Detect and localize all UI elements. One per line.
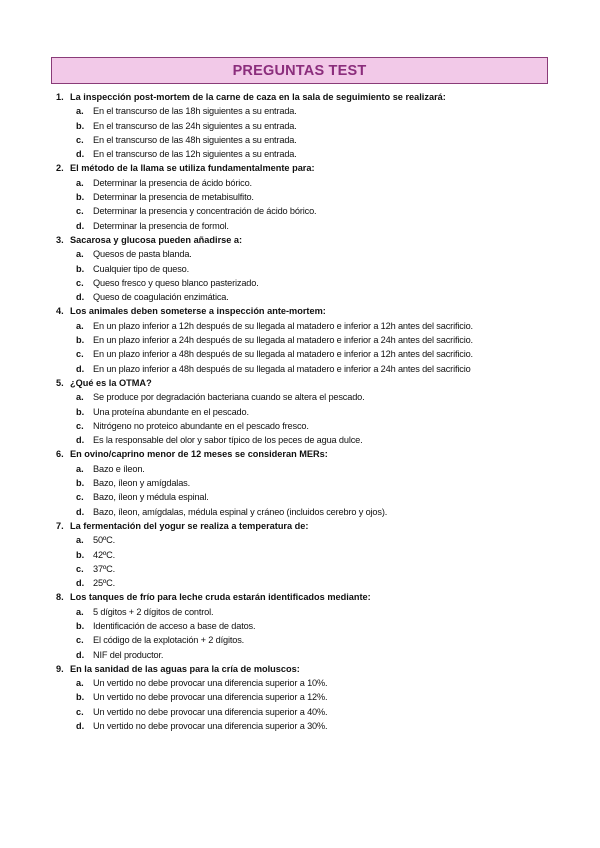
answer-option — [56, 147, 586, 161]
option-letter: b. — [76, 620, 85, 631]
option-letter: b. — [76, 549, 85, 560]
answer-option — [56, 576, 586, 590]
option-letter: b. — [76, 335, 85, 346]
option-text: Identificación de acceso a base de datos. — [93, 620, 256, 631]
question-heading — [56, 590, 586, 604]
option-letter: a. — [76, 535, 84, 546]
option-letter: d. — [76, 506, 85, 517]
option-letter: b. — [76, 692, 85, 703]
question-heading — [56, 447, 586, 461]
answer-option — [56, 133, 586, 147]
option-text: En un plazo inferior a 48h después de su llegada al matadero e inferior a 24h antes del sacrificio — [93, 363, 471, 374]
answer-option — [56, 390, 586, 404]
title-banner — [51, 57, 548, 84]
option-text: Una proteína abundante en el pescado. — [93, 406, 249, 417]
answer-option — [56, 676, 586, 690]
option-text: 42ºC. — [93, 549, 116, 560]
option-text: En un plazo inferior a 24h después de su llegada al matadero e inferior a 24h antes del sacrificio. — [93, 335, 473, 346]
question-number: 3. — [56, 234, 64, 245]
answer-option — [56, 490, 586, 504]
question-text: En la sanidad de las aguas para la cría de moluscos: — [70, 663, 300, 674]
question-text: ¿Qué es la OTMA? — [70, 377, 152, 388]
option-text: Determinar la presencia de metabisulfito. — [93, 192, 254, 203]
option-letter: a. — [76, 392, 84, 403]
option-letter: b. — [76, 263, 85, 274]
option-letter: a. — [76, 177, 84, 188]
option-text: 5 dígitos + 2 dígitos de control. — [93, 606, 214, 617]
answer-option — [56, 605, 586, 619]
option-letter: c. — [76, 277, 84, 288]
question-7 — [56, 519, 586, 590]
question-number: 4. — [56, 306, 64, 317]
option-text: Bazo, íleon y médula espinal. — [93, 492, 209, 503]
option-text: En un plazo inferior a 48h después de su llegada al matadero e inferior a 12h antes del sacrificio. — [93, 349, 473, 360]
option-letter: a. — [76, 249, 84, 260]
option-text: Bazo, íleon y amígdalas. — [93, 478, 191, 489]
question-number: 5. — [56, 377, 64, 388]
answer-option — [56, 433, 586, 447]
question-heading — [56, 519, 586, 533]
answer-option — [56, 548, 586, 562]
answer-option — [56, 362, 586, 376]
question-number: 9. — [56, 663, 64, 674]
option-text: 37ºC. — [93, 563, 116, 574]
option-text: Un vertido no debe provocar una diferencia superior a 40%. — [93, 706, 328, 717]
option-letter: b. — [76, 406, 85, 417]
option-text: Es la responsable del olor y sabor típico de los peces de agua dulce. — [93, 435, 363, 446]
option-text: Nitrógeno no proteico abundante en el pescado fresco. — [93, 420, 309, 431]
option-text: 25ºC. — [93, 578, 116, 589]
answer-option — [56, 204, 586, 218]
option-text: Bazo, íleon, amígdalas, médula espinal y cráneo (incluidos cerebro y ojos). — [93, 506, 388, 517]
question-6 — [56, 447, 586, 518]
question-1 — [56, 90, 586, 161]
option-letter: c. — [76, 420, 84, 431]
answer-option — [56, 405, 586, 419]
question-heading — [56, 161, 586, 175]
question-9 — [56, 662, 586, 733]
option-text: Determinar la presencia de ácido bórico. — [93, 177, 252, 188]
question-text: El método de la llama se utiliza fundamentalmente para: — [70, 163, 315, 174]
answer-option — [56, 276, 586, 290]
option-text: El código de la explotación + 2 dígitos. — [93, 635, 245, 646]
answer-option — [56, 419, 586, 433]
question-text: Los tanques de frío para leche cruda estarán identificados mediante: — [70, 592, 371, 603]
option-letter: d. — [76, 149, 85, 160]
option-text: En un plazo inferior a 12h después de su llegada al matadero e inferior a 12h antes del sacrificio. — [93, 320, 473, 331]
option-letter: a. — [76, 606, 84, 617]
answer-option — [56, 190, 586, 204]
option-letter: d. — [76, 363, 85, 374]
question-heading — [56, 662, 586, 676]
option-text: En el transcurso de las 12h siguientes a su entrada. — [93, 149, 297, 160]
answer-option — [56, 119, 586, 133]
option-text: 50ºC. — [93, 535, 116, 546]
option-letter: c. — [76, 134, 84, 145]
question-number: 8. — [56, 592, 64, 603]
option-letter: c. — [76, 206, 84, 217]
option-text: En el transcurso de las 24h siguientes a su entrada. — [93, 120, 297, 131]
answer-option — [56, 476, 586, 490]
question-number: 7. — [56, 520, 64, 531]
option-text: En el transcurso de las 48h siguientes a su entrada. — [93, 134, 297, 145]
option-letter: c. — [76, 706, 84, 717]
question-heading — [56, 376, 586, 390]
option-letter: a. — [76, 320, 84, 331]
option-letter: c. — [76, 349, 84, 360]
option-letter: d. — [76, 435, 85, 446]
answer-option — [56, 462, 586, 476]
option-letter: d. — [76, 220, 85, 231]
option-text: En el transcurso de las 18h siguientes a su entrada. — [93, 106, 297, 117]
question-8 — [56, 590, 586, 661]
question-heading — [56, 233, 586, 247]
answer-option — [56, 319, 586, 333]
answer-option — [56, 219, 586, 233]
answer-option — [56, 247, 586, 261]
question-text: Los animales deben someterse a inspección ante-mortem: — [70, 306, 326, 317]
option-letter: b. — [76, 192, 85, 203]
answer-option — [56, 705, 586, 719]
option-text: Determinar la presencia de formol. — [93, 220, 229, 231]
answer-option — [56, 290, 586, 304]
option-text: Cualquier tipo de queso. — [93, 263, 190, 274]
answer-option — [56, 562, 586, 576]
page-title: PREGUNTAS TEST — [232, 62, 367, 79]
option-letter: a. — [76, 678, 84, 689]
option-text: Un vertido no debe provocar una diferencia superior a 12%. — [93, 692, 328, 703]
question-text: La inspección post-mortem de la carne de caza en la sala de seguimiento se realizará: — [70, 92, 446, 102]
answer-option — [56, 176, 586, 190]
option-letter: a. — [76, 106, 84, 117]
option-text: Queso fresco y queso blanco pasterizado. — [93, 277, 259, 288]
question-number: 6. — [56, 449, 64, 460]
answer-option — [56, 619, 586, 633]
answer-option — [56, 505, 586, 519]
option-letter: d. — [76, 292, 85, 303]
answer-option — [56, 262, 586, 276]
question-heading — [56, 304, 586, 318]
answer-option — [56, 719, 586, 733]
question-text: La fermentación del yogur se realiza a temperatura de: — [70, 520, 309, 531]
question-2 — [56, 161, 586, 232]
answer-option — [56, 347, 586, 361]
option-letter: c. — [76, 635, 84, 646]
option-text: Un vertido no debe provocar una diferencia superior a 30%. — [93, 721, 328, 732]
answer-option — [56, 633, 586, 647]
option-text: Quesos de pasta blanda. — [93, 249, 192, 260]
option-text: Queso de coagulación enzimática. — [93, 292, 229, 303]
answer-option — [56, 690, 586, 704]
option-text: Determinar la presencia y concentración de ácido bórico. — [93, 206, 317, 217]
option-letter: b. — [76, 478, 85, 489]
question-number: 1. — [56, 92, 64, 102]
question-5 — [56, 376, 586, 447]
question-list — [56, 90, 586, 733]
option-letter: c. — [76, 492, 84, 503]
option-letter: c. — [76, 563, 84, 574]
question-text: En ovino/caprino menor de 12 meses se consideran MERs: — [70, 449, 328, 460]
option-text: Bazo e íleon. — [93, 463, 145, 474]
option-letter: d. — [76, 721, 85, 732]
option-text: NIF del productor. — [93, 649, 164, 660]
option-text: Se produce por degradación bacteriana cuando se altera el pescado. — [93, 392, 365, 403]
option-letter: d. — [76, 578, 85, 589]
option-letter: b. — [76, 120, 85, 131]
question-heading — [56, 90, 586, 104]
answer-option — [56, 333, 586, 347]
answer-option — [56, 533, 586, 547]
answer-option — [56, 104, 586, 118]
question-text: Sacarosa y glucosa pueden añadirse a: — [70, 234, 243, 245]
question-4 — [56, 304, 586, 375]
question-3 — [56, 233, 586, 304]
answer-option — [56, 648, 586, 662]
option-letter: a. — [76, 463, 84, 474]
option-letter: d. — [76, 649, 85, 660]
question-number: 2. — [56, 163, 64, 174]
option-text: Un vertido no debe provocar una diferencia superior a 10%. — [93, 678, 328, 689]
